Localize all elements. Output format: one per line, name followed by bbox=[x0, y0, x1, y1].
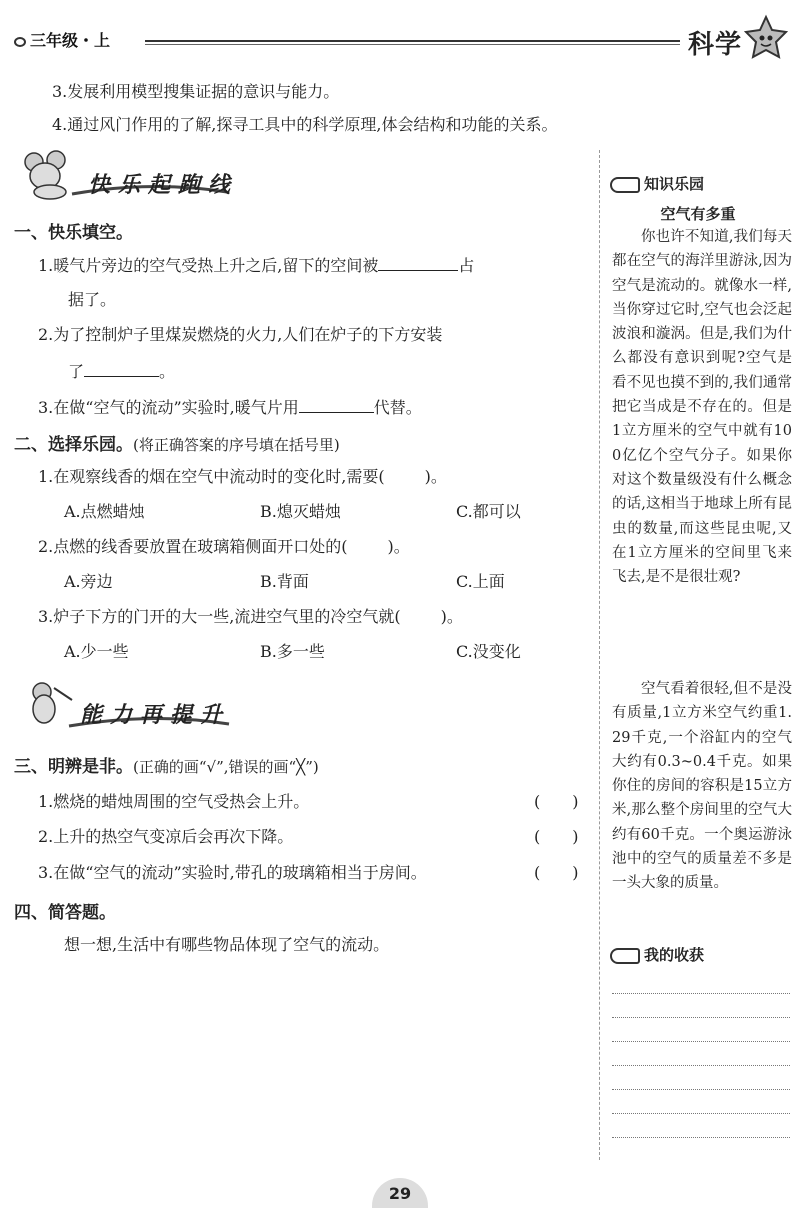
sidebar-paragraph-1: 你也许不知道,我们每天都在空气的海洋里游泳,因为空气是流动的。就像水一样,当你穿过它时,空气也会泛起波浪和漩涡。但是,我们为什么都没有意识到呢?空气是看不见也摸不到的,我们通常把它当成是不存在的。但是1立方厘米的空气中就有100亿亿个空气分子。如果你对这个数量级没有什么概念的话,这相当于地球上所有昆虫的数量,而这些昆虫呢,又在1立方厘米的空间里飞来飞去,是不是很壮观? bbox=[612, 229, 792, 586]
section4-title: 四、简答题。 bbox=[14, 903, 116, 923]
fill-q2-cont: 了 。 bbox=[68, 359, 175, 384]
fill-q1: 1.暖气片旁边的空气受热上升之后,留下的空间被 占 bbox=[38, 253, 474, 278]
section1-title: 一、快乐填空。 bbox=[14, 223, 133, 243]
mascot-star-icon bbox=[742, 14, 790, 62]
judge-bracket-1[interactable]: ( ) bbox=[534, 792, 579, 811]
harvest-heading: 我的收获 bbox=[610, 944, 704, 965]
choice-q2-option-c: C.上面 bbox=[456, 572, 505, 591]
choice-q3-option-b: B.多一些 bbox=[260, 642, 325, 661]
column-divider bbox=[599, 150, 600, 1160]
fill-q3: 3.在做“空气的流动”实验时,暖气片用 代替。 bbox=[38, 395, 422, 420]
short-answer-question: 想一想,生活中有哪些物品体现了空气的流动。 bbox=[64, 935, 390, 954]
judge-q3: 3.在做“空气的流动”实验时,带孔的玻璃箱相当于房间。 bbox=[38, 863, 427, 882]
answer-blank-1[interactable] bbox=[378, 253, 458, 271]
choice-q2-option-b: B.背面 bbox=[260, 572, 309, 591]
section3-title: 三、明辨是非。(正确的画“√”,错误的画“╳”) bbox=[14, 757, 319, 777]
section3-note: (正确的画“√”,错误的画“╳”) bbox=[133, 758, 319, 776]
section2-title: 二、选择乐园。(将正确答案的序号填在括号里) bbox=[14, 435, 340, 455]
judge-q2: 2.上升的热空气变凉后会再次下降。 bbox=[38, 827, 294, 846]
mascot-small-icon bbox=[14, 37, 26, 47]
banner-improve: 能力再提升 bbox=[80, 703, 231, 728]
banner-quick-start: 快乐起跑线 bbox=[88, 173, 239, 198]
page-number: 29 bbox=[372, 1178, 428, 1208]
choice-q1-option-b: B.熄灭蜡烛 bbox=[260, 502, 341, 521]
objective-3: 3.发展利用模型搜集证据的意识与能力。 bbox=[52, 82, 340, 101]
choice-q1: 1.在观察线香的烟在空气中流动时的变化时,需要( )。 bbox=[38, 467, 447, 486]
choice-q3-option-c: C.没变化 bbox=[456, 642, 521, 661]
objective-4: 4.通过风门作用的了解,探寻工具中的科学原理,体会结构和功能的关系。 bbox=[52, 115, 558, 134]
section2-note: (将正确答案的序号填在括号里) bbox=[133, 436, 340, 454]
grade-label bbox=[14, 28, 110, 51]
judge-bracket-2[interactable]: ( ) bbox=[534, 827, 579, 846]
knowledge-heading: 知识乐园 bbox=[610, 173, 704, 194]
grade-text: 三年级・上 bbox=[30, 31, 111, 50]
choice-q1-option-c: C.都可以 bbox=[456, 502, 521, 521]
sidebar-paragraph-2: 空气看着很轻,但不是没有质量,1立方米空气约重1.29千克,一个浴缸内的空气大约有0.3~0.4千克。如果你住的房间的容积是15立方米,那么整个房间里的空气大约有60千克。一个奥运游泳池中的空气的质量差不多是一头大象的质量。 bbox=[612, 681, 792, 892]
choice-q1-option-a: A.点燃蜡烛 bbox=[64, 502, 145, 521]
judge-q1: 1.燃烧的蜡烛周围的空气受热会上升。 bbox=[38, 792, 310, 811]
header-rule bbox=[145, 40, 680, 42]
choice-q3-option-a: A.少一些 bbox=[64, 642, 129, 661]
fill-q1-cont: 据了。 bbox=[68, 290, 117, 309]
header-rule-thin bbox=[145, 44, 680, 45]
choice-q2-option-a: A.旁边 bbox=[64, 572, 113, 591]
answer-blank-3[interactable] bbox=[299, 395, 374, 413]
pointing-hand-icon bbox=[610, 177, 640, 193]
choice-q2: 2.点燃的线香要放置在玻璃箱侧面开口处的( )。 bbox=[38, 537, 410, 556]
pointing-hand-icon bbox=[610, 948, 640, 964]
sidebar-title: 空气有多重 bbox=[660, 205, 736, 223]
answer-blank-2[interactable] bbox=[84, 359, 159, 377]
choice-q3: 3.炉子下方的门开的大一些,流进空气里的冷空气就( )。 bbox=[38, 607, 463, 626]
fill-q2: 2.为了控制炉子里煤炭燃烧的火力,人们在炉子的下方安装 bbox=[38, 325, 443, 344]
judge-bracket-3[interactable]: ( ) bbox=[534, 863, 579, 882]
subject-label: 科学 bbox=[687, 30, 742, 60]
